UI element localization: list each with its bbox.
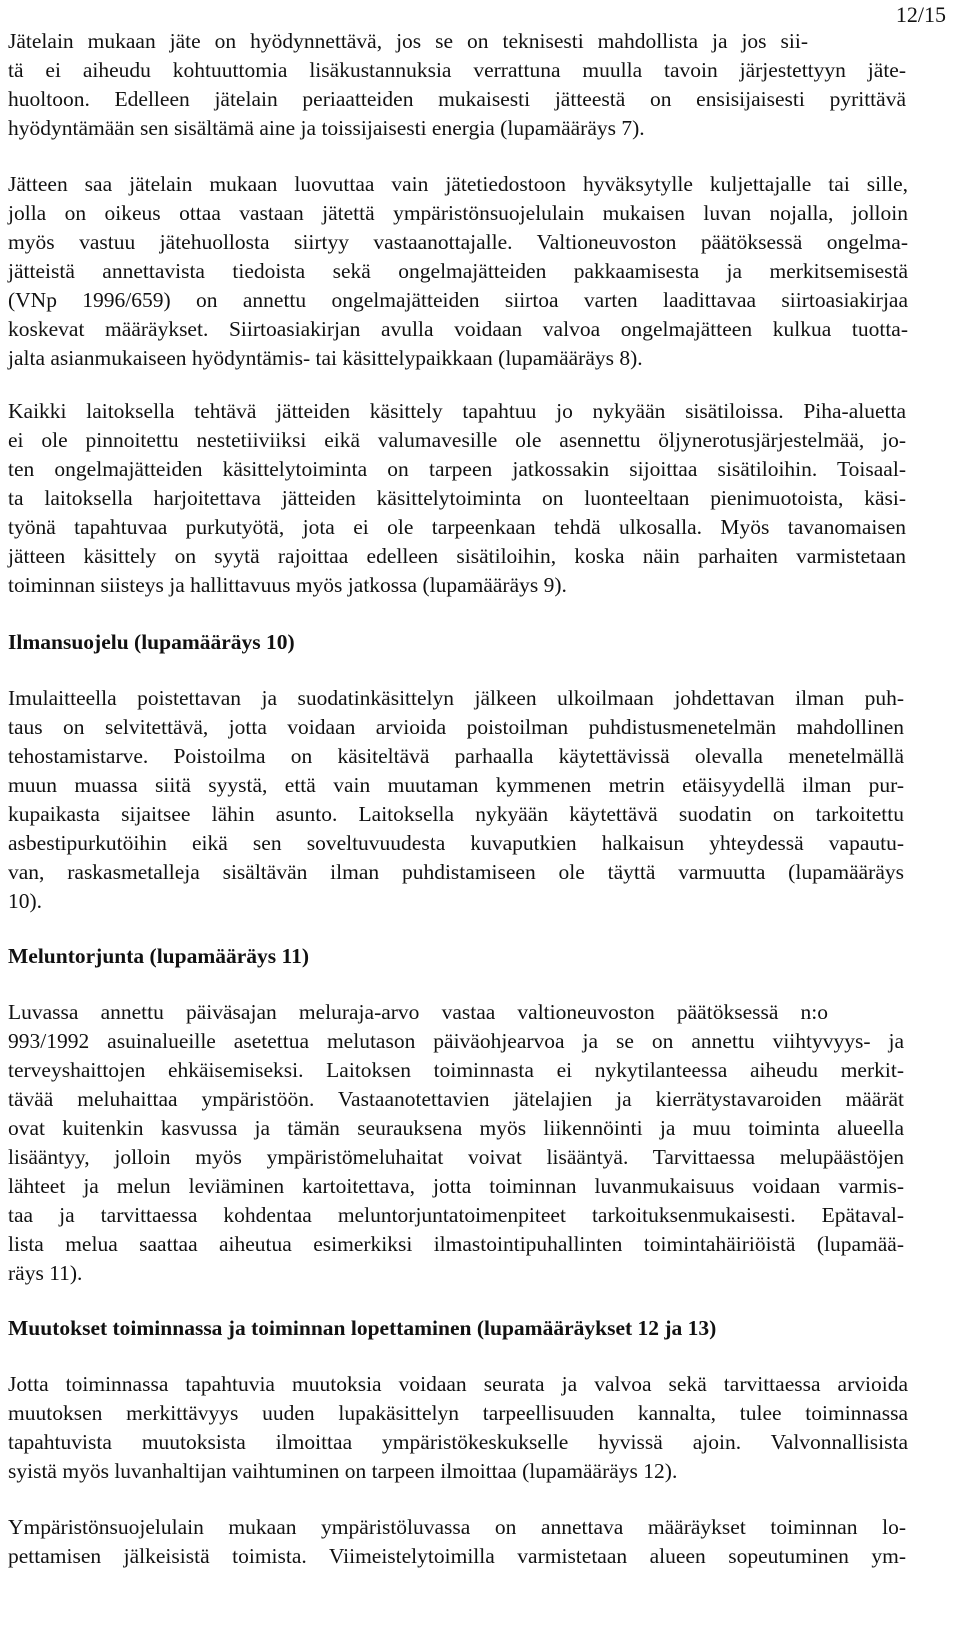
paragraph-line: hyödyntämään sen sisältämä aine ja toissijaisesti energia (lupamääräys 7).	[8, 116, 645, 140]
paragraph-line: asbestipurkutöihin eikä sen soveltuvuudesta kuvaputkien halkaisun yhteydessä vapautu-	[8, 831, 904, 855]
paragraph-line: räys 11).	[8, 1261, 83, 1285]
paragraph-line: työnä tapahtuvaa purkutyötä, jota ei ole tarpeenkaan tehdä ulkosalla. Myös tavanomaisen	[8, 515, 906, 539]
paragraph-line: muutoksen merkittävyys uuden lupakäsittelyn tarpeellisuuden kannalta, tulee toiminnassa	[8, 1401, 908, 1425]
paragraph-line: tävää meluhaittaa ympäristöön. Vastaanotettavien jätelajien ja kierrätystavaroiden määrät	[8, 1087, 904, 1111]
paragraph-line: lisääntyy, jolloin myös ympäristömeluhaitat voivat lisääntyä. Tarvittaessa melupäästöjen	[8, 1145, 904, 1169]
paragraph-line: Kaikki laitoksella tehtävä jätteiden käsittely tapahtuu jo nykyään sisätiloissa. Piha-aluetta	[8, 399, 906, 423]
paragraph-line: Jotta toiminnassa tapahtuvia muutoksia voidaan seurata ja valvoa sekä tarvittaessa arvioida	[8, 1372, 908, 1396]
paragraph-line: jätteen käsittely on syytä rajoittaa edelleen sisätiloihin, koska näin parhaiten varmistetaan	[8, 544, 906, 568]
paragraph-line: 993/1992 asuinalueille asetettua melutason päiväohjearvoa ja se on annettu viihtyvyys- ja	[8, 1029, 904, 1053]
page-number: 12/15	[895, 2, 946, 27]
paragraph-line: 10).	[8, 889, 43, 913]
section-heading: Meluntorjunta (lupamääräys 11)	[8, 944, 309, 968]
paragraph-line: Luvassa annettu päiväsajan meluraja-arvo vastaa valtioneuvoston päätöksessä n:o	[8, 1000, 828, 1024]
paragraph-line: Jätteen saa jätelain mukaan luovuttaa vain jätetiedostoon hyväksytylle kuljettajalle tai sille,	[8, 172, 908, 196]
paragraph-line: Ympäristönsuojelulain mukaan ympäristöluvassa on annettava määräykset toiminnan lo-	[8, 1515, 906, 1539]
paragraph-line: jolla on oikeus ottaa vastaan jätettä ympäristönsuojelulain mukaisen luvan nojalla, jolloin	[8, 201, 908, 225]
section-heading: Ilmansuojelu (lupamääräys 10)	[8, 630, 295, 654]
paragraph-line: ovat kuitenkin kasvussa ja tämän seurauksena myös liikennöinti ja muu toiminta alueella	[8, 1116, 904, 1140]
paragraph-line: ten ongelmajätteiden käsittelytoiminta on tarpeen jatkossakin sijoittaa sisätiloihin. Toisaal-	[8, 457, 906, 481]
paragraph-line: taus on selvitettävä, jotta voidaan arvioida poistoilman puhdistusmenetelmän mahdollinen	[8, 715, 904, 739]
paragraph-line: tehostamistarve. Poistoilma on käsiteltävä parhaalla käytettävissä olevalla menetelmällä	[8, 744, 904, 768]
paragraph-line: huoltoon. Edelleen jätelain periaatteiden mukaisesti jätteestä on ensisijaisesti pyrittävä	[8, 87, 906, 111]
paragraph-line: kupaikasta sijaitsee lähin asunto. Laitoksella nykyään käytettävä suodatin on tarkoitettu	[8, 802, 904, 826]
paragraph-line: pettamisen jälkeisistä toimista. Viimeistelytoimilla varmistetaan alueen sopeutuminen ym-	[8, 1544, 906, 1568]
paragraph-line: taa ja tarvittaessa kohdentaa meluntorjuntatoimenpiteet tarkoituksenmukaisesti. Epätaval-	[8, 1203, 904, 1227]
paragraph-line: terveyshaittojen ehkäisemiseksi. Laitoksen toiminnasta ei nykytilanteessa aiheudu merkit-	[8, 1058, 904, 1082]
paragraph-line: myös vastuu jätehuollosta siirtyy vastaanottajalle. Valtioneuvoston päätöksessä ongelma-	[8, 230, 908, 254]
paragraph-line: toiminnan siisteys ja hallittavuus myös jatkossa (lupamääräys 9).	[8, 573, 567, 597]
paragraph-line: (VNp 1996/659) on annettu ongelmajätteiden siirtoa varten laadittavaa siirtoasiakirjaa	[8, 288, 908, 312]
paragraph-line: lista melua saattaa aiheutua esimerkiksi ilmastointipuhallinten toimintahäiriöistä (lupamää-	[8, 1232, 904, 1256]
paragraph-line: Jätelain mukaan jäte on hyödynnettävä, jos se on teknisesti mahdollista ja jos sii-	[8, 29, 808, 53]
paragraph-line: muun muassa siitä syystä, että vain muutaman kymmenen metrin etäisyydellä ilman pur-	[8, 773, 904, 797]
paragraph-line: tä ei aiheudu kohtuuttomia lisäkustannuksia verrattuna muulla tavoin järjestettyyn jäte-	[8, 58, 906, 82]
paragraph-line: koskevat määräykset. Siirtoasiakirjan avulla voidaan valvoa ongelmajätteen kulkua tuotta-	[8, 317, 908, 341]
paragraph-line: jätteistä annettavista tiedoista sekä ongelmajätteiden pakkaamisesta ja merkitsemisestä	[8, 259, 908, 283]
paragraph-line: Imulaitteella poistettavan ja suodatinkäsittelyn jälkeen ulkoilmaan johdettavan ilman puh-	[8, 686, 904, 710]
paragraph-line: ta laitoksella harjoitettava jätteiden käsittelytoiminta on luonteeltaan pienimuotoista, käsi-	[8, 486, 906, 510]
paragraph-line: lähteet ja melun leviäminen kartoitettava, jotta toiminnan luvanmukaisuus voidaan varmis-	[8, 1174, 904, 1198]
paragraph-line: tapahtuvista muutoksista ilmoittaa ympäristökeskukselle hyvissä ajoin. Valvonnallisista	[8, 1430, 908, 1454]
paragraph-line: jalta asianmukaiseen hyödyntämis- tai käsittelypaikkaan (lupamääräys 8).	[8, 346, 643, 370]
paragraph-line: syistä myös luvanhaltijan vaihtuminen on tarpeen ilmoittaa (lupamääräys 12).	[8, 1459, 678, 1483]
paragraph-line: ei ole pinnoitettu nestetiiviiksi eikä valumavesille ole asennettu öljynerotusjärjestelmää, jo-	[8, 428, 906, 452]
paragraph-line: van, raskasmetalleja sisältävän ilman puhdistamiseen ole täyttä varmuutta (lupamääräys	[8, 860, 904, 884]
section-heading: Muutokset toiminnassa ja toiminnan lopettaminen (lupamääräykset 12 ja 13)	[8, 1316, 717, 1340]
